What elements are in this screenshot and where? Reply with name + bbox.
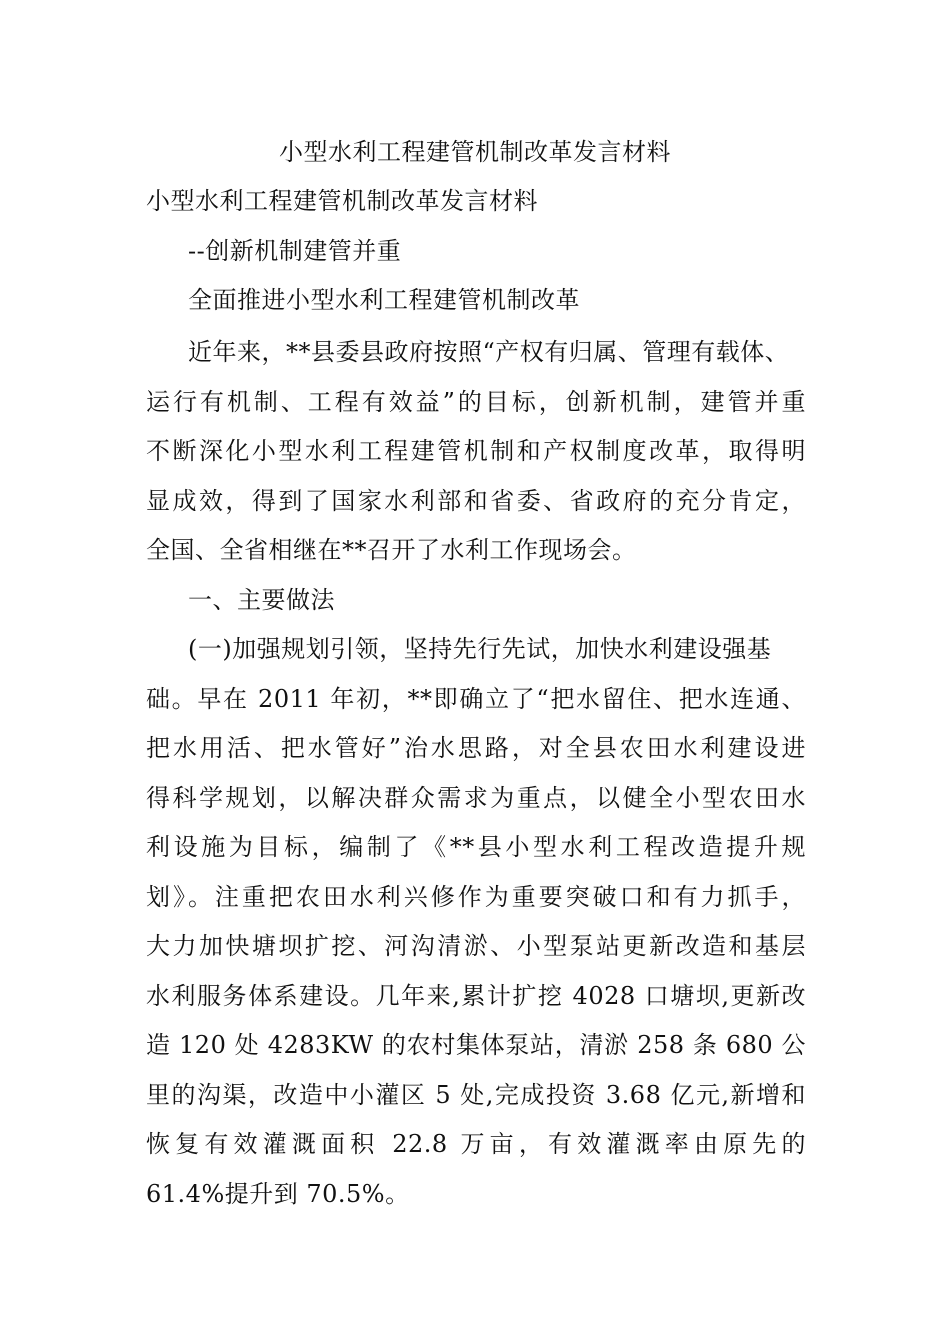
doc-line: 础。早在 2011 年初，**即确立了“把水留住、把水连通、 (146, 685, 806, 713)
doc-line: 划》。注重把农田水利兴修作为重要突破口和有力抓手， (146, 883, 806, 911)
doc-line: 全国、全省相继在**召开了水利工作现场会。 (146, 536, 637, 564)
doc-line: 得科学规划，以解决群众需求为重点，以健全小型农田水 (146, 784, 806, 812)
doc-line: (一)加强规划引领，坚持先行先试，加快水利建设强基 (188, 635, 772, 663)
doc-line: 近年来，**县委县政府按照“产权有归属、管理有载体、 (188, 338, 790, 366)
doc-line: 造 120 处 4283KW 的农村集体泵站，清淤 258 条 680 公 (146, 1031, 806, 1059)
doc-line: 利设施为目标，编制了《**县小型水利工程改造提升规 (146, 833, 806, 861)
doc-line: 里的沟渠，改造中小灌区 5 处,完成投资 3.68 亿元,新增和 (146, 1081, 806, 1109)
doc-line-slogan: --创新机制建管并重 (188, 237, 402, 265)
doc-line: 水利服务体系建设。几年来,累计扩挖 4028 口塘坝,更新改 (146, 982, 806, 1010)
doc-line: 大力加快塘坝扩挖、河沟清淤、小型泵站更新改造和基层 (146, 932, 806, 960)
doc-section-heading: 一、主要做法 (188, 586, 335, 614)
doc-line-heading: 全面推进小型水利工程建管机制改革 (188, 286, 580, 314)
doc-line: 显成效，得到了国家水利部和省委、省政府的充分肯定， (146, 487, 806, 515)
doc-line: 不断深化小型水利工程建管机制和产权制度改革，取得明 (146, 437, 806, 465)
doc-line: 把水用活、把水管好”治水思路，对全县农田水利建设进 (146, 734, 806, 762)
doc-line-subtitle: 小型水利工程建管机制改革发言材料 (146, 187, 538, 215)
doc-line: 61.4%提升到 70.5%。 (146, 1180, 410, 1208)
doc-line: 运行有机制、工程有效益”的目标，创新机制，建管并重 (146, 388, 806, 416)
doc-line: 恢复有效灌溉面积 22.8 万亩，有效灌溉率由原先的 (146, 1130, 806, 1158)
document-title: 小型水利工程建管机制改革发言材料 (279, 138, 671, 166)
